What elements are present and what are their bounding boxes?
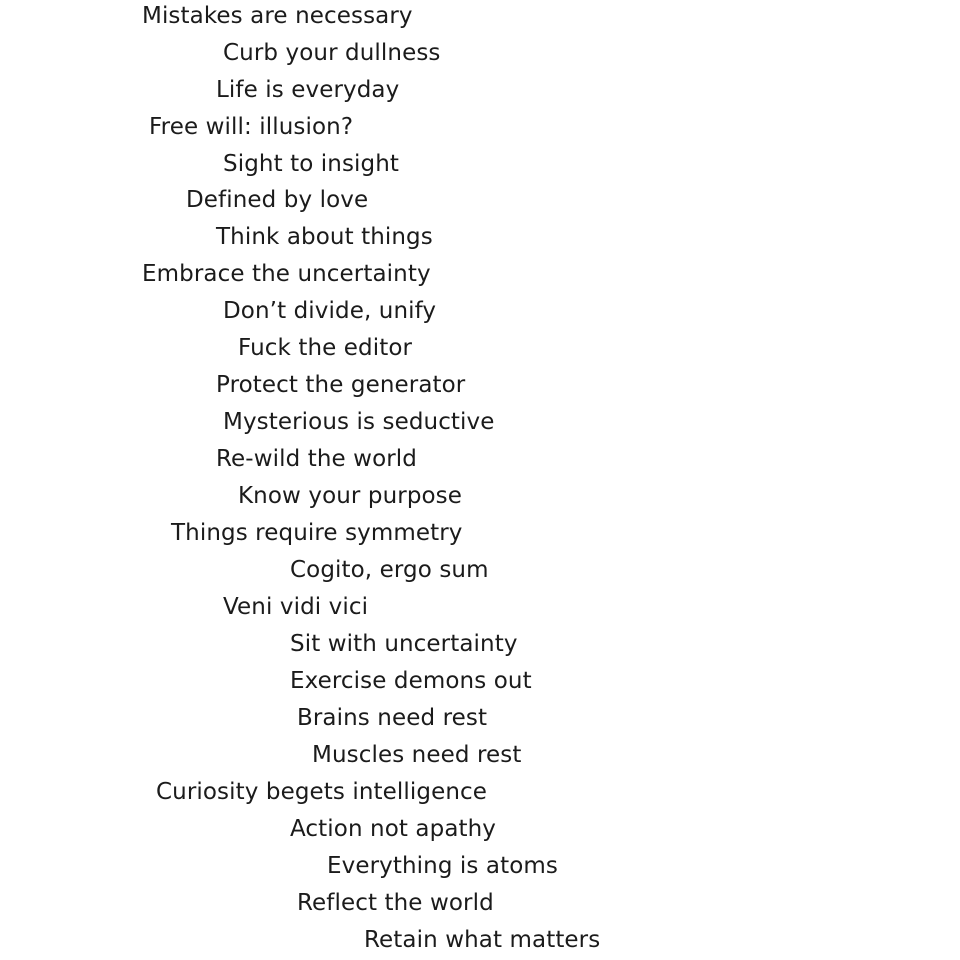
poem-line: Free will: illusion?	[149, 114, 354, 140]
poem-line: Curb your dullness	[223, 40, 441, 66]
poem-line: Sight to insight	[223, 151, 400, 177]
poem-line: Everything is atoms	[327, 853, 558, 879]
poem-line: Defined by love	[186, 187, 369, 213]
poem-line: Veni vidi vici	[223, 594, 369, 620]
poem-line: Retain what matters	[364, 927, 601, 953]
poem-line: Re-wild the world	[216, 446, 417, 472]
poem-line: Muscles need rest	[312, 742, 522, 768]
poem-line: Think about things	[216, 224, 433, 250]
poem-line: Life is everyday	[216, 77, 400, 103]
poem-line: Know your purpose	[238, 483, 463, 509]
poem-line: Mistakes are necessary	[142, 3, 413, 29]
poem-line: Fuck the editor	[238, 335, 413, 361]
poem-line: Embrace the uncertainty	[142, 261, 431, 287]
poem-line: Sit with uncertainty	[290, 631, 518, 657]
poem-line: Curiosity begets intelligence	[156, 779, 488, 805]
poem-line: Exercise demons out	[290, 668, 532, 694]
poem-line: Mysterious is seductive	[223, 409, 495, 435]
poem-line: Brains need rest	[297, 705, 488, 731]
poem-line: Cogito, ergo sum	[290, 557, 489, 583]
poem-line: Reflect the world	[297, 890, 494, 916]
poem-line: Things require symmetry	[171, 520, 463, 546]
poem-line: Action not apathy	[290, 816, 497, 842]
poem-line: Don’t divide, unify	[223, 298, 437, 324]
poem-line: Protect the generator	[216, 372, 466, 398]
